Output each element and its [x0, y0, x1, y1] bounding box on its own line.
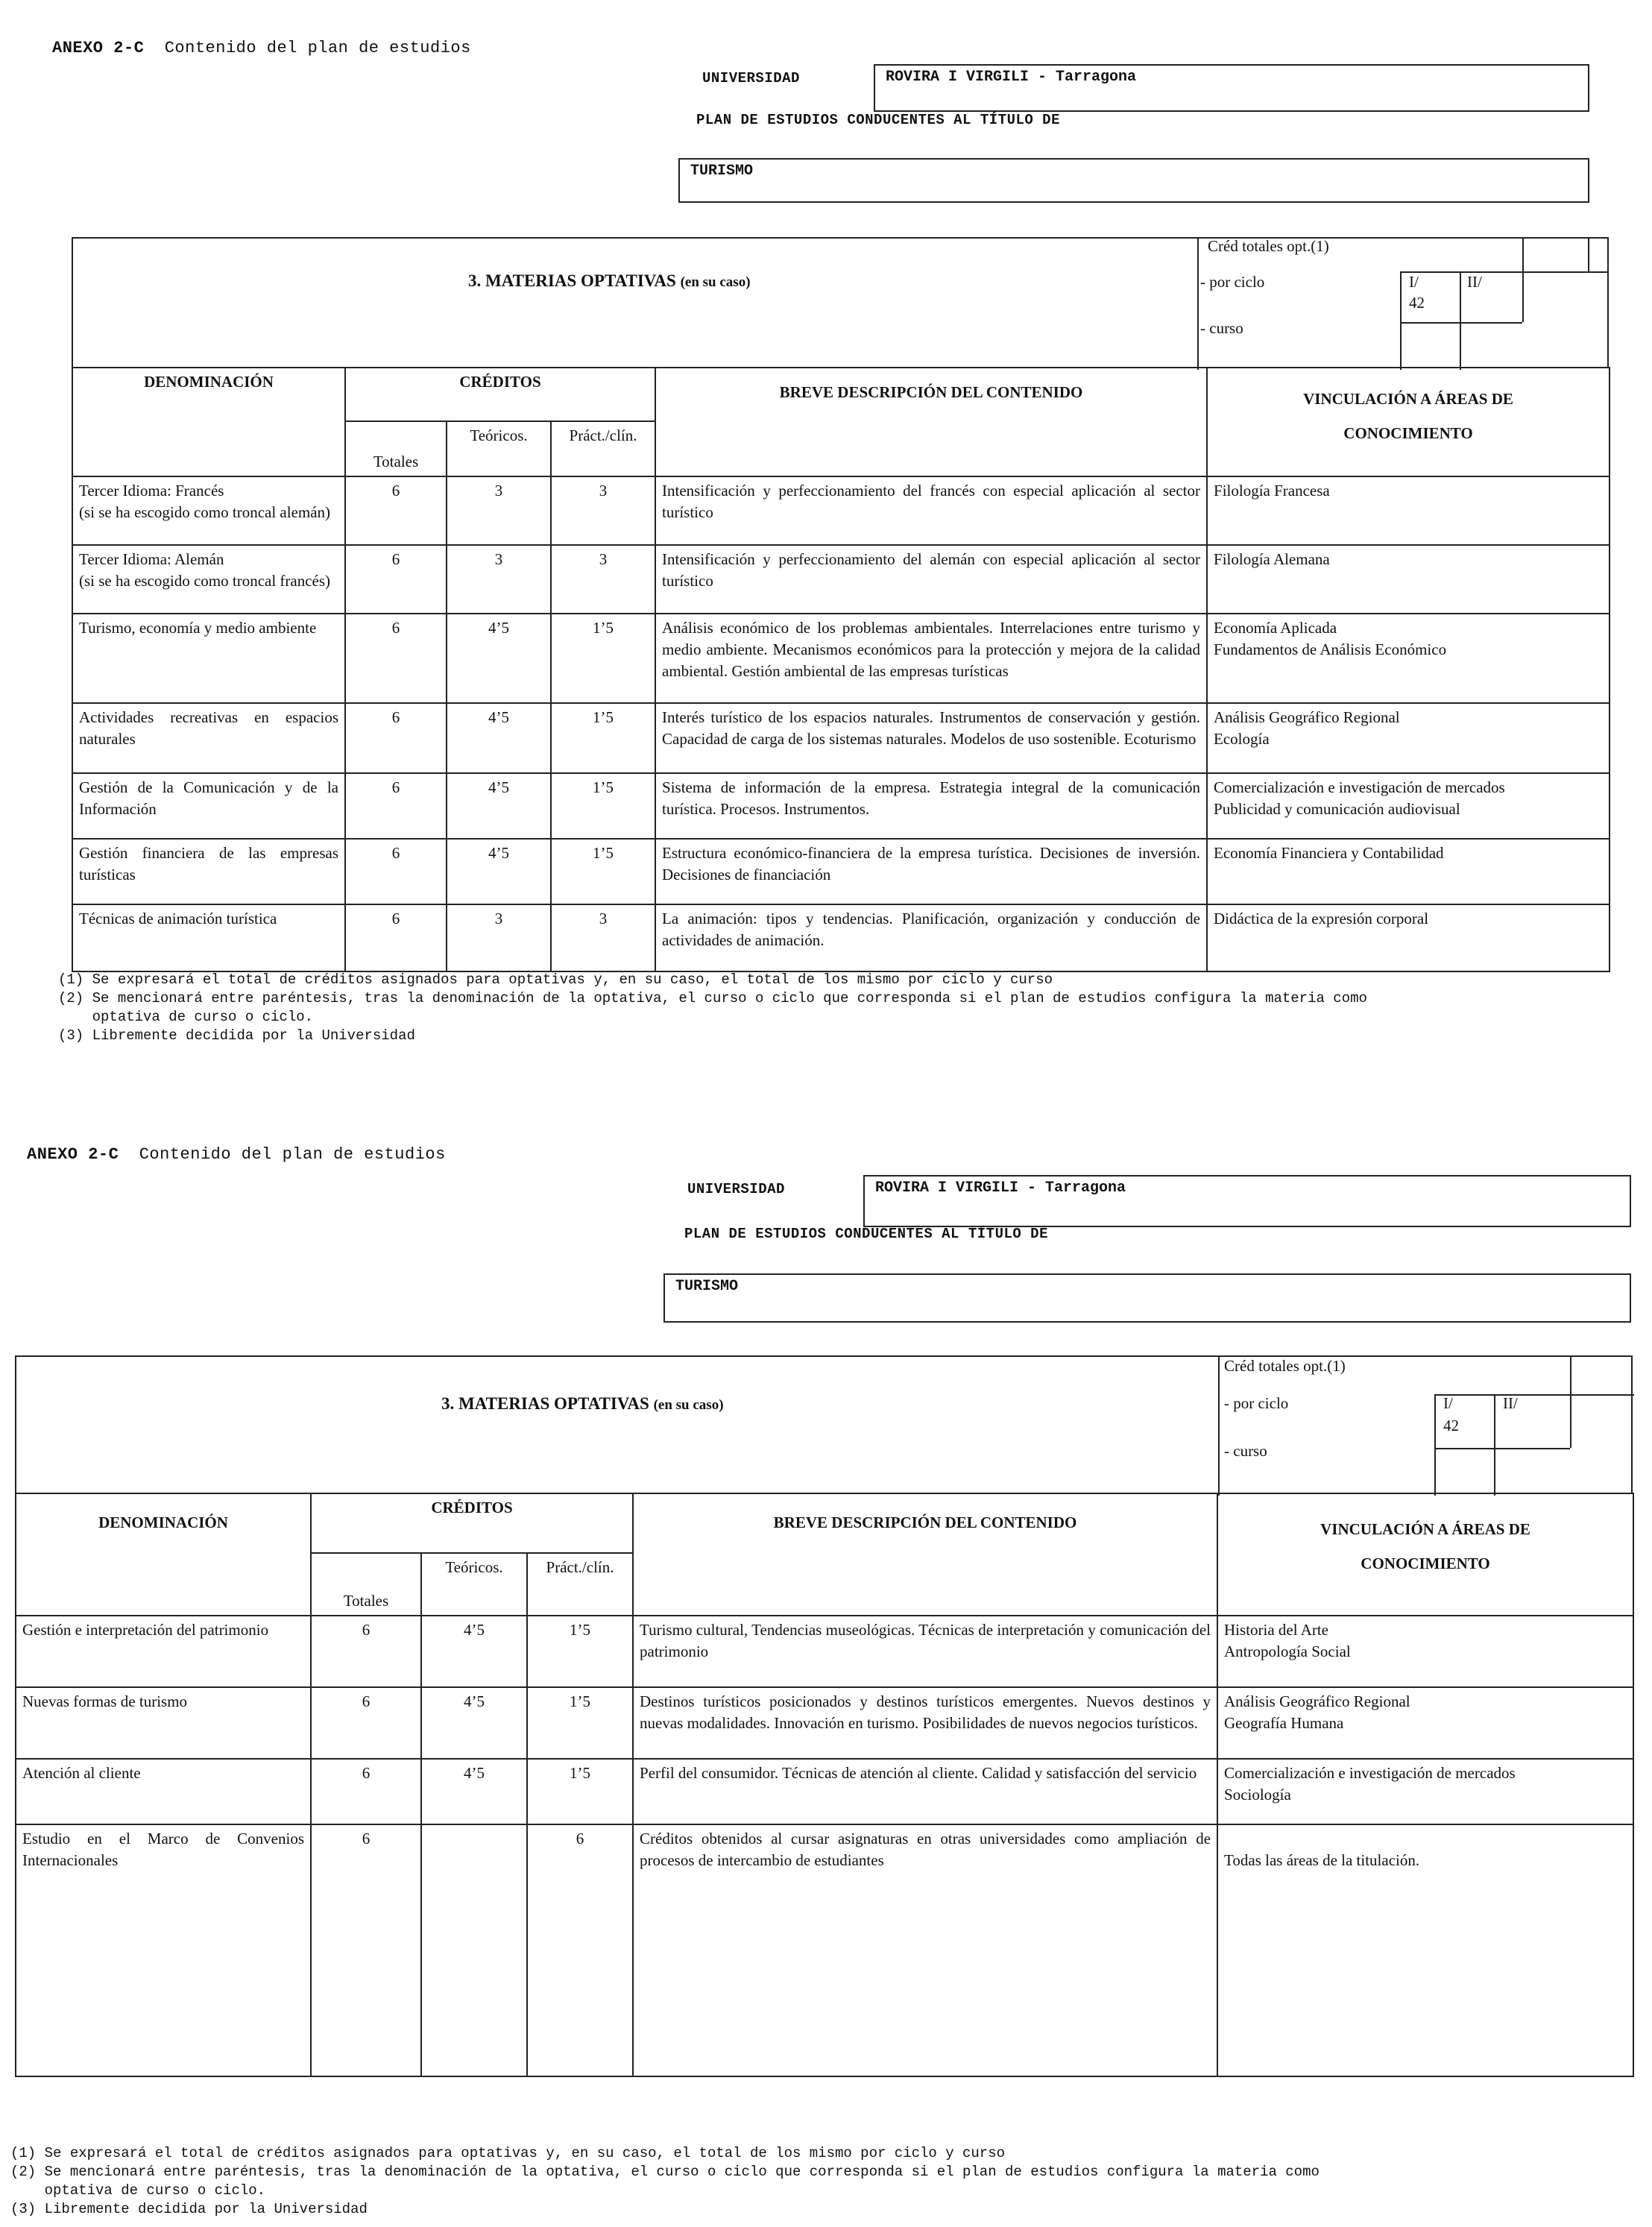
row-area: Filología Alemana: [1207, 545, 1610, 614]
row-total: 6: [345, 614, 447, 703]
header-descripcion: BREVE DESCRIPCIÓN DEL CONTENIDO: [633, 1493, 1217, 1616]
row-practicos: 1’5: [551, 839, 655, 904]
header-vinculacion: VINCULACIÓN A ÁREAS DE CONOCIMIENTO: [1207, 368, 1610, 476]
ciclo-ii-label: II/: [1467, 273, 1482, 291]
row-teoricos: 4’5: [447, 614, 551, 703]
cred-totales-label: Créd totales opt.(1): [1208, 237, 1329, 255]
plan-label: PLAN DE ESTUDIOS CONDUCENTES AL TÍTULO DE: [696, 112, 1060, 128]
optativas-table: [72, 367, 1610, 972]
row-teoricos: 3: [447, 476, 551, 545]
header-descripcion: BREVE DESCRIPCIÓN DEL CONTENIDO: [655, 368, 1207, 476]
header-denominacion: DENOMINACIÓN: [16, 1493, 311, 1616]
row-area: Comercialización e investigación de mercados Publicidad y comunicación audiovisual: [1207, 773, 1610, 839]
footnote: (1) Se expresará el total de créditos asignados para optativas y, en su caso, el total de los mismo por ciclo y curso: [58, 971, 1053, 988]
row-practicos: 3: [551, 476, 655, 545]
row-total: 6: [345, 476, 447, 545]
optativas-summary: [72, 237, 1609, 368]
row-practicos: 1’5: [551, 773, 655, 839]
table-row: [72, 545, 1610, 614]
table-row: [72, 773, 1610, 839]
footnote: optativa de curso o ciclo.: [10, 2182, 266, 2199]
row-description: Destinos turísticos posicionados y destinos turísticos emergentes. Nuevos destinos y nuevas modalidades. Innovación en turismo. Posibilidades de nuevos negocios turísticos.: [633, 1687, 1217, 1759]
table-row: [16, 1687, 1633, 1759]
table-row: [16, 1759, 1633, 1824]
row-description: Perfil del consumidor. Técnicas de atención al cliente. Calidad y satisfacción del servicio: [633, 1759, 1217, 1824]
degree-box: [663, 1273, 1631, 1323]
ciclo-i-value: 42: [1443, 1417, 1459, 1434]
row-description: La animación: tipos y tendencias. Planificación, organización y conducción de actividades de animación.: [655, 904, 1207, 971]
table-row: [16, 1616, 1633, 1687]
table-row: [72, 614, 1610, 703]
footnote: (2) Se mencionará entre paréntesis, tras la denominación de la optativa, el curso o ciclo que corresponda si el plan de estudios configura la materia como: [58, 990, 1367, 1007]
row-total: 6: [311, 1759, 421, 1824]
university-value: ROVIRA I VIRGILI - Tarragona: [886, 69, 1137, 86]
row-practicos: 1’5: [527, 1616, 633, 1687]
row-name: Gestión financiera de las empresas turísticas: [72, 839, 345, 904]
row-practicos: 1’5: [551, 703, 655, 773]
row-teoricos: 4’5: [421, 1759, 527, 1824]
row-total: 6: [345, 773, 447, 839]
row-teoricos: 4’5: [421, 1616, 527, 1687]
header-teoricos: Teóricos.: [447, 421, 551, 476]
curso-label: - curso: [1224, 1442, 1267, 1460]
row-practicos: 1’5: [527, 1687, 633, 1759]
row-description: Sistema de información de la empresa. Estrategia integral de la comunicación turística. Procesos. Instrumentos.: [655, 773, 1207, 839]
cred-totales-label: Créd totales opt.(1): [1224, 1357, 1346, 1375]
row-name: Gestión de la Comunicación y de la Información: [72, 773, 345, 839]
row-description: Estructura económico-financiera de la empresa turística. Decisiones de inversión. Decisiones de financiación: [655, 839, 1207, 904]
optativas-table: [15, 1493, 1634, 2077]
row-name: Actividades recreativas en espacios naturales: [72, 703, 345, 773]
annex-heading: ANEXO 2-C Contenido del plan de estudios: [27, 1145, 446, 1164]
footnote: (1) Se expresará el total de créditos asignados para optativas y, en su caso, el total de los mismo por ciclo y curso: [10, 2145, 1006, 2161]
table-row: [72, 839, 1610, 904]
university-label: UNIVERSIDAD: [687, 1181, 785, 1197]
row-area: Filología Francesa: [1207, 476, 1610, 545]
row-teoricos: 4’5: [447, 773, 551, 839]
row-practicos: 6: [527, 1824, 633, 2076]
footnote: optativa de curso o ciclo.: [58, 1009, 314, 1025]
ciclo-i-value: 42: [1409, 294, 1425, 312]
annex-heading: ANEXO 2-C Contenido del plan de estudios: [52, 39, 471, 57]
row-teoricos: [421, 1824, 527, 2076]
row-practicos: 3: [551, 545, 655, 614]
table-row: [72, 703, 1610, 773]
row-name: Gestión e interpretación del patrimonio: [16, 1616, 311, 1687]
row-area: Economía Financiera y Contabilidad: [1207, 839, 1610, 904]
section-title: 3. MATERIAS OPTATIVAS (en su caso): [468, 271, 751, 290]
university-label: UNIVERSIDAD: [702, 70, 800, 86]
university-value: ROVIRA I VIRGILI - Tarragona: [875, 1179, 1126, 1197]
header-practicos: Práct./clín.: [551, 421, 655, 476]
section-title: 3. MATERIAS OPTATIVAS (en su caso): [441, 1394, 724, 1413]
row-area: Análisis Geográfico Regional Ecología: [1207, 703, 1610, 773]
row-area: Comercialización e investigación de mercados Sociología: [1217, 1759, 1633, 1824]
por-ciclo-label: - por ciclo: [1200, 273, 1265, 291]
header-teoricos: Teóricos.: [421, 1553, 527, 1616]
header-vinculacion: VINCULACIÓN A ÁREAS DE CONOCIMIENTO: [1217, 1493, 1633, 1616]
footnotes: [58, 971, 1367, 1045]
row-name: Atención al cliente: [16, 1759, 311, 1824]
footnotes: [10, 2144, 1320, 2219]
row-name: Tercer Idioma: Alemán (si se ha escogido como troncal francés): [72, 545, 345, 614]
row-description: Turismo cultural, Tendencias museológicas. Técnicas de interpretación y comunicación del patrimonio: [633, 1616, 1217, 1687]
header-practicos: Práct./clín.: [527, 1553, 633, 1616]
row-total: 6: [311, 1824, 421, 2076]
row-teoricos: 3: [447, 545, 551, 614]
por-ciclo-label: - por ciclo: [1224, 1394, 1289, 1412]
row-description: Intensificación y perfeccionamiento del alemán con especial aplicación al sector turístico: [655, 545, 1207, 614]
row-area: Didáctica de la expresión corporal: [1207, 904, 1610, 971]
footnote: (2) Se mencionará entre paréntesis, tras la denominación de la optativa, el curso o ciclo que corresponda si el plan de estudios configura la materia como: [10, 2164, 1320, 2180]
row-name: Estudio en el Marco de Convenios Internacionales: [16, 1824, 311, 2076]
row-area: Economía Aplicada Fundamentos de Análisis Económico: [1207, 614, 1610, 703]
table-row: [72, 904, 1610, 971]
row-total: 6: [345, 904, 447, 971]
degree-value: TURISMO: [690, 163, 754, 180]
header-totales: Totales: [345, 421, 447, 476]
row-area: Análisis Geográfico Regional Geografía Humana: [1217, 1687, 1633, 1759]
university-box: [874, 64, 1589, 112]
row-total: 6: [345, 839, 447, 904]
degree-box: [678, 158, 1589, 203]
degree-value: TURISMO: [675, 1278, 739, 1295]
row-total: 6: [345, 703, 447, 773]
row-total: 6: [311, 1687, 421, 1759]
table-row: [16, 1824, 1633, 2076]
row-name: Nuevas formas de turismo: [16, 1687, 311, 1759]
header-creditos: CRÉDITOS: [345, 368, 655, 421]
row-practicos: 1’5: [551, 614, 655, 703]
header-denominacion: DENOMINACIÓN: [72, 368, 345, 476]
row-description: Créditos obtenidos al cursar asignaturas en otras universidades como ampliación de procesos de intercambio de estudiantes: [633, 1824, 1217, 2076]
footnote: (3) Libremente decidida por la Universidad: [10, 2201, 368, 2217]
header-creditos: CRÉDITOS: [311, 1493, 633, 1553]
row-practicos: 3: [551, 904, 655, 971]
curso-label: - curso: [1200, 319, 1243, 337]
row-teoricos: 4’5: [447, 703, 551, 773]
row-description: Análisis económico de los problemas ambientales. Interrelaciones entre turismo y medio ambiente. Mecanismos económicos para la protección y mejora de la calidad ambiental. Gestión ambiental de las empresas turísticas: [655, 614, 1207, 703]
row-teoricos: 3: [447, 904, 551, 971]
row-total: 6: [311, 1616, 421, 1687]
row-name: Tercer Idioma: Francés (si se ha escogido como troncal alemán): [72, 476, 345, 545]
row-area: Historia del Arte Antropología Social: [1217, 1616, 1633, 1687]
header-totales: Totales: [311, 1553, 421, 1616]
table-row: [72, 476, 1610, 545]
row-practicos: 1’5: [527, 1759, 633, 1824]
optativas-summary: [15, 1355, 1633, 1494]
row-teoricos: 4’5: [447, 839, 551, 904]
row-name: Turismo, economía y medio ambiente: [72, 614, 345, 703]
ciclo-i-label: I/: [1409, 273, 1419, 291]
row-area: Todas las áreas de la titulación.: [1217, 1824, 1633, 2076]
plan-label: PLAN DE ESTUDIOS CONDUCENTES AL TÍTULO DE: [684, 1226, 1048, 1242]
university-box: [863, 1175, 1631, 1227]
footnote: (3) Libremente decidida por la Universidad: [58, 1027, 415, 1044]
ciclo-ii-label: II/: [1503, 1394, 1518, 1412]
row-total: 6: [345, 545, 447, 614]
row-name: Técnicas de animación turística: [72, 904, 345, 971]
row-description: Interés turístico de los espacios naturales. Instrumentos de conservación y gestión. Capacidad de carga de los sistemas naturales. Modelos de uso sostenible. Ecoturismo: [655, 703, 1207, 773]
ciclo-i-label: I/: [1443, 1394, 1453, 1412]
row-description: Intensificación y perfeccionamiento del francés con especial aplicación al sector turístico: [655, 476, 1207, 545]
row-teoricos: 4’5: [421, 1687, 527, 1759]
